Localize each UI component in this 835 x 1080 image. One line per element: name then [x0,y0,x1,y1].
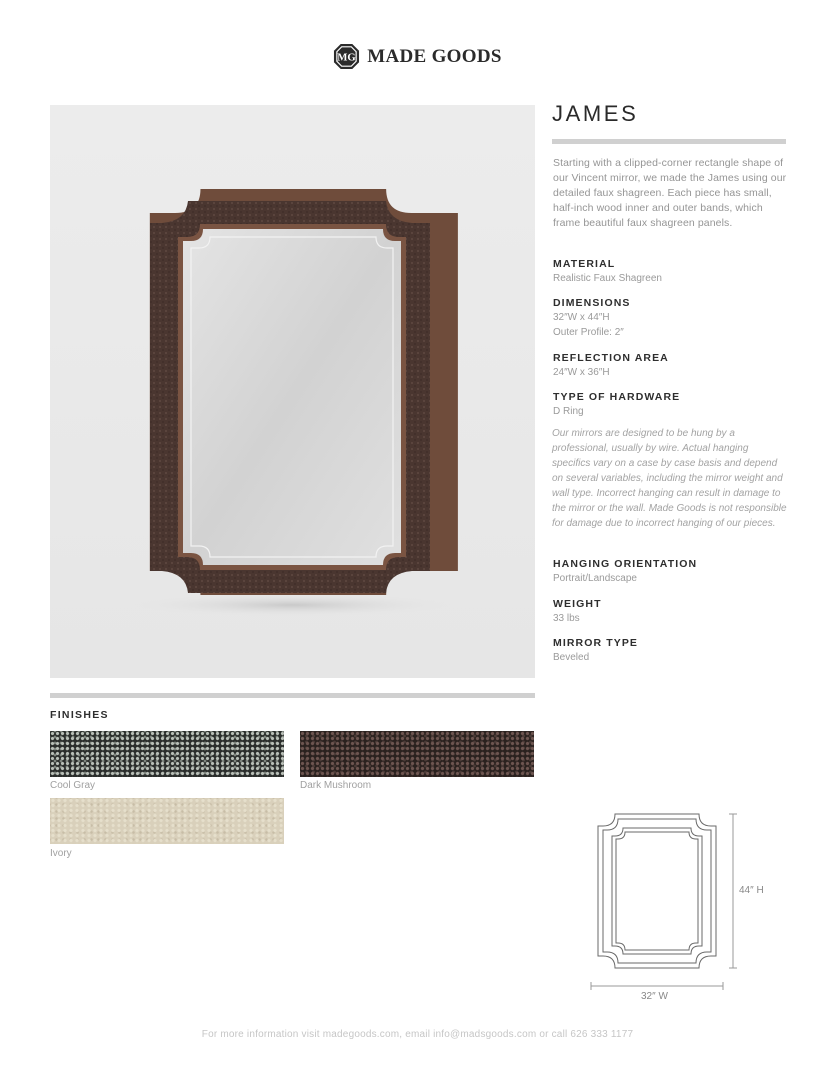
spec-orientation [553,557,787,586]
mg-monogram-icon [333,43,360,70]
spec-label: REFLECTION AREA [553,352,669,364]
swatch-dark-mushroom[interactable] [300,731,534,777]
spec-hardware [553,390,787,419]
spec-material [553,257,787,286]
spec-value: Outer Profile: 2″ [553,327,624,338]
brand-header [0,43,835,70]
finishes-heading: FINISHES [50,709,109,721]
footer-contact: For more information visit madegoods.com, email info@madsgoods.com or call 626 333 1177 [201,1029,634,1040]
spec-value: 33 lbs [553,613,580,624]
spec-mirror-type [553,636,787,665]
svg-text:MG: MG [337,52,356,64]
product-description: Starting with a clipped-corner rectangle shape of our Vincent mirror, we made the James using our detailed faux shagreen. Each piece has small, half-inch wood inner and outer bands, which frame beautiful faux shagreen panels. [553,157,787,229]
swatch-label: Ivory [50,848,72,859]
spec-label: DIMENSIONS [553,297,631,309]
swatch-label: Cool Gray [50,780,96,791]
spec-weight [553,597,787,626]
spec-value: Portrait/Landscape [553,573,637,584]
spec-value: Realistic Faux Shagreen [553,273,662,284]
height-dimension-label: 44″ H [739,885,764,896]
spec-label: HANGING ORIENTATION [553,558,698,570]
spec-label: MATERIAL [553,258,616,270]
spec-value: D Ring [553,406,584,417]
spec-value: 32″W x 44″H [553,312,610,323]
product-photo [50,105,535,678]
spec-value: Beveled [553,652,590,663]
spec-label: TYPE OF HARDWARE [553,391,681,403]
dimension-drawing [585,806,755,1006]
spec-label: MIRROR TYPE [553,637,639,649]
swatch-label: Dark Mushroom [300,780,372,791]
spec-value: 24″W x 36″H [553,367,610,378]
finishes-divider [50,693,535,698]
spec-label: WEIGHT [553,598,602,610]
title-divider [552,139,786,144]
hanging-disclaimer: Our mirrors are designed to be hung by a professional, usually by wire. Actual hanging specifics vary on a case by case basis and depend on several variables, including the mirror weight and wall type. Incorrect hanging can result in damage to the mirror or the wall. Made Goods is not responsible for damage due to incorrect hanging of our pieces. [552,428,787,529]
spec-dimensions [553,296,787,340]
swatch-cool-gray[interactable] [50,731,284,777]
swatch-ivory[interactable] [50,798,284,844]
width-dimension-label: 32″ W [641,991,668,1002]
spec-reflection-area [553,351,787,380]
brand-name: MADE GOODS [367,45,502,67]
product-title: JAMES [552,101,639,126]
mirror-illustration [50,105,535,678]
